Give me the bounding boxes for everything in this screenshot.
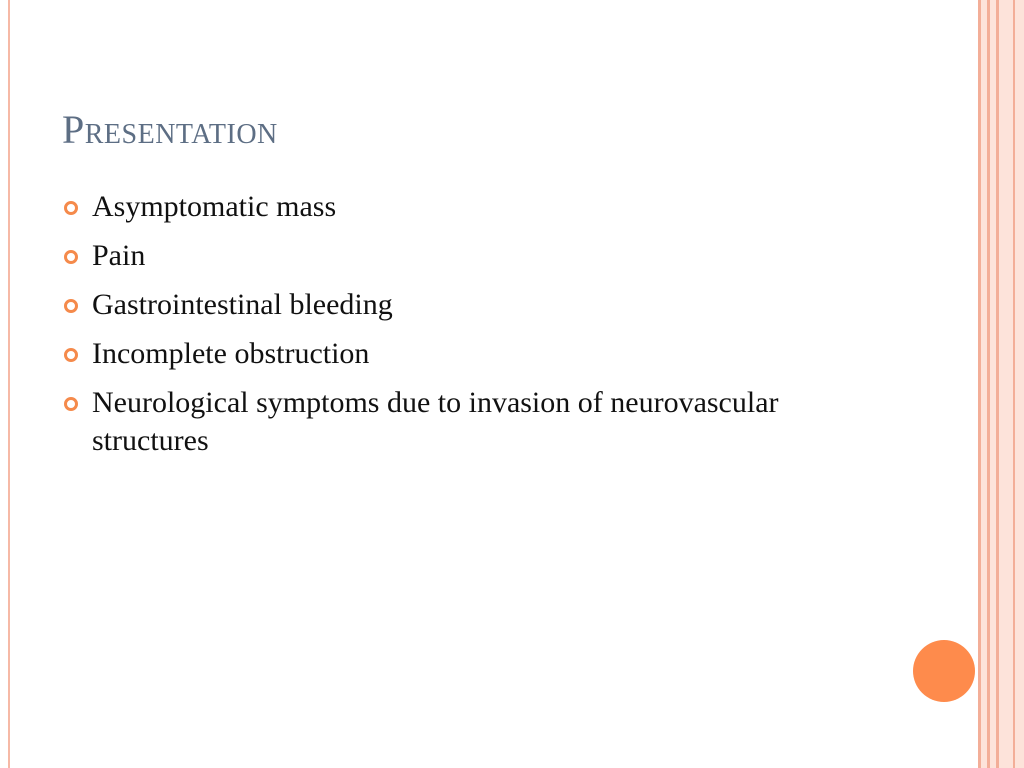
bullet-ring-icon (64, 250, 78, 264)
bullet-ring-icon (64, 201, 78, 215)
bullet-item (62, 384, 782, 460)
bullet-text: Pain (92, 239, 146, 272)
right-border-stripe (999, 0, 1024, 768)
bullet-text: Neurological symptoms due to invasion of neurovascular structures (92, 386, 779, 457)
slide-title: Presentation (62, 107, 278, 152)
bullet-item (62, 237, 782, 275)
bullet-ring-icon (64, 397, 78, 411)
bullet-list (62, 188, 782, 471)
bullet-text: Asymptomatic mass (92, 190, 337, 223)
bullet-text: Incomplete obstruction (92, 337, 370, 370)
bullet-item (62, 335, 782, 373)
bullet-item (62, 188, 782, 226)
left-border-line (8, 0, 10, 768)
bullet-item (62, 286, 782, 324)
bullet-ring-icon (64, 348, 78, 362)
bullet-ring-icon (64, 299, 78, 313)
accent-circle (913, 640, 975, 702)
right-border-stripe (1013, 0, 1015, 768)
bullet-text: Gastrointestinal bleeding (92, 288, 393, 321)
